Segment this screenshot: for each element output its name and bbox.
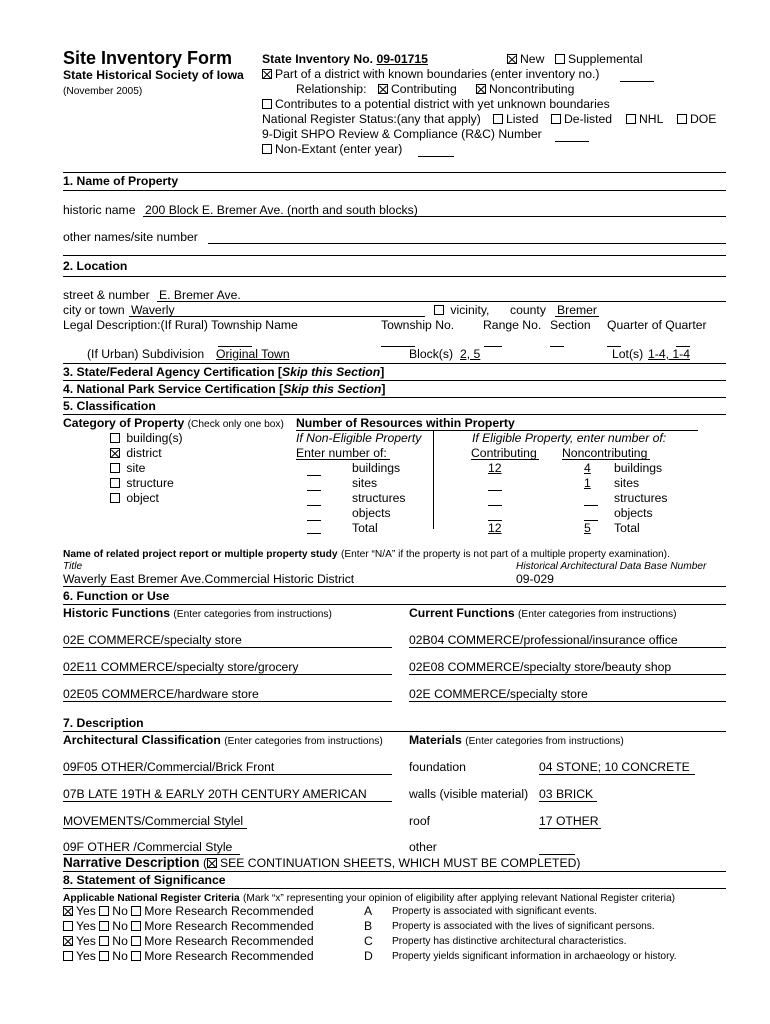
more-research-label: More Research Recommended — [144, 934, 314, 948]
field-line — [539, 828, 601, 829]
field-line — [539, 774, 695, 775]
section6-heading: 6. Function or Use — [63, 589, 170, 603]
category-label: Category of Property — [63, 416, 185, 430]
noncontributing-label: Noncontributing — [489, 82, 575, 96]
non-extant-option[interactable] — [262, 142, 402, 157]
subdivision-value[interactable]: Original Town — [216, 347, 290, 361]
criteria-row-b — [63, 919, 314, 934]
materials-instr: (Enter categories from instructions) — [465, 736, 624, 747]
criteria-a-more-checkbox[interactable] — [131, 906, 141, 916]
more-research-label: More Research Recommended — [144, 904, 314, 918]
row-objects: objects — [352, 506, 391, 520]
material-foundation-label: foundation — [409, 760, 466, 774]
criteria-text-c: Property has distinctive architectural characteristics. — [392, 936, 627, 947]
category-structure-label: structure — [126, 476, 174, 490]
other-names-line[interactable] — [208, 243, 726, 244]
divider — [63, 172, 726, 173]
delisted-label: De-listed — [564, 112, 613, 126]
material-roof-value[interactable]: 17 OTHER — [539, 814, 599, 828]
arch-class-instr: (Enter categories from instructions) — [224, 736, 383, 747]
historic-name-label: historic name — [63, 203, 136, 217]
criteria-letter-b: B — [364, 919, 373, 933]
criteria-b-yes-checkbox[interactable] — [63, 921, 73, 931]
noncontributing-total[interactable]: 5 — [584, 521, 591, 535]
noncontributing-sites[interactable]: 1 — [584, 476, 591, 490]
blocks-label: Block(s) — [409, 347, 454, 361]
criteria-d-more-checkbox[interactable] — [131, 951, 141, 961]
arch-class-3[interactable]: MOVEMENTS/Commercial Stylel — [63, 814, 244, 828]
category-object[interactable] — [110, 491, 159, 506]
category-district-label: district — [126, 446, 162, 460]
section4-suffix: ] — [381, 382, 386, 396]
contributing-option[interactable] — [378, 82, 457, 97]
inventory-no-row — [262, 52, 428, 67]
related-title-line — [63, 586, 726, 587]
check-one-note: (Check only one box) — [187, 419, 284, 430]
supplemental-checkbox[interactable] — [555, 54, 565, 64]
yes-label: Yes — [76, 919, 96, 933]
field-line — [63, 701, 392, 702]
district-inventory-blank[interactable] — [620, 81, 654, 82]
city-label: city or town — [63, 303, 125, 317]
section5-heading: 5. Classification — [63, 399, 156, 413]
current-function-2[interactable]: 02E08 COMMERCE/specialty store/beauty shop — [409, 660, 672, 674]
urban-label: (If Urban) Subdivision — [87, 347, 205, 361]
building-checkbox[interactable] — [110, 433, 120, 443]
nhl-checkbox[interactable] — [626, 114, 636, 124]
county-line — [555, 316, 599, 317]
arch-class-1[interactable]: 09F05 OTHER/Commercial/Brick Front — [63, 760, 275, 774]
criteria-a-no-checkbox[interactable] — [99, 906, 109, 916]
divider — [63, 190, 726, 191]
other-names-label: other names/site number — [63, 230, 198, 244]
site-checkbox[interactable] — [110, 463, 120, 473]
yes-label: Yes — [76, 904, 96, 918]
doe-label: DOE — [690, 112, 717, 126]
narrative-note: SEE CONTINUATION SHEETS, WHICH MUST BE COMPLETED) — [220, 856, 581, 870]
row-total: Total — [352, 521, 378, 535]
field-line — [63, 774, 392, 775]
non-extant-checkbox[interactable] — [262, 144, 272, 154]
criteria-d-yes-checkbox[interactable] — [63, 951, 73, 961]
historic-functions-heading — [63, 606, 332, 622]
blocks-value[interactable]: 2, 5 — [460, 347, 481, 361]
section7-heading: 7. Description — [63, 716, 144, 730]
row-buildings-right: buildings — [614, 461, 663, 475]
non-extant-year-blank[interactable] — [418, 156, 454, 157]
no-label: No — [112, 919, 128, 933]
criteria-text-d: Property yields significant information in archaeology or history. — [392, 951, 677, 962]
row-buildings: buildings — [352, 461, 401, 475]
field-line — [409, 674, 726, 675]
arch-class-heading — [63, 733, 383, 749]
lots-value[interactable]: 1-4, 1-4 — [648, 347, 691, 361]
structure-checkbox[interactable] — [110, 478, 120, 488]
new-checkbox[interactable] — [507, 54, 517, 64]
supplemental-option[interactable] — [555, 52, 643, 67]
city-line — [129, 316, 425, 317]
material-other-label: other — [409, 840, 437, 854]
shpo-blank[interactable] — [555, 141, 589, 142]
section-label: Section — [550, 318, 591, 332]
non-eligible-blank[interactable] — [307, 520, 321, 521]
row-total-right: Total — [614, 521, 640, 535]
contributing-col-line — [471, 459, 539, 460]
street-label: street & number — [63, 288, 150, 302]
criteria-row-a — [63, 904, 314, 919]
noncontributing-structures-blank[interactable] — [584, 505, 598, 506]
contributing-buildings[interactable]: 12 — [488, 461, 502, 475]
shpo-label: 9-Digit SHPO Review & Compliance (R&C) Number — [262, 127, 542, 141]
noncontributing-checkbox[interactable] — [476, 84, 486, 94]
eligible-label: If Eligible Property, enter number of: — [472, 431, 667, 445]
township-no-label: Township No. — [381, 318, 455, 332]
enter-number-label: Enter number of: — [296, 446, 387, 460]
non-eligible-blank[interactable] — [307, 505, 321, 506]
criteria-note: (Mark “x” representing your opinion of eligibility after applying relevant National Register criteria) — [243, 893, 676, 904]
category-object-label: object — [126, 491, 159, 505]
potential-district-option[interactable] — [262, 97, 610, 112]
material-roof-label: roof — [409, 814, 431, 828]
field-line — [409, 647, 726, 648]
narrative-row: Narrative Description ( SEE CONTINUATION SHEETS, WHICH MUST BE COMPLETED) — [63, 855, 581, 870]
contributing-checkbox[interactable] — [378, 84, 388, 94]
materials-heading — [409, 733, 624, 749]
arch-class-2[interactable]: 07B LATE 19TH & EARLY 20TH CENTURY AMERICAN — [63, 787, 367, 801]
criteria-c-yes-checkbox[interactable] — [63, 936, 73, 946]
category-heading — [63, 416, 284, 432]
section3-heading — [63, 365, 384, 380]
non-eligible-blank[interactable] — [307, 533, 321, 534]
arch-class-label: Architectural Classification — [63, 733, 221, 747]
hadb-label: Historical Architectural Data Base Number — [516, 561, 707, 572]
criteria-c-more-checkbox[interactable] — [131, 936, 141, 946]
yes-label: Yes — [76, 949, 96, 963]
potential-district-checkbox[interactable] — [262, 99, 272, 109]
new-option[interactable] — [507, 52, 544, 67]
category-site-label: site — [126, 461, 146, 475]
doe-option[interactable] — [677, 112, 716, 127]
field-line — [63, 674, 392, 675]
form-date: (November 2005) — [63, 86, 143, 97]
criteria-text-a: Property is associated with significant events. — [392, 906, 597, 917]
row-sites-right: sites — [614, 476, 640, 490]
object-checkbox[interactable] — [110, 493, 120, 503]
current-functions-heading — [409, 606, 677, 622]
criteria-text-b: Property is associated with the lives of significant persons. — [392, 921, 655, 932]
title-label: Title — [63, 561, 83, 572]
divider — [63, 255, 726, 256]
vicinity-option[interactable] — [434, 303, 489, 318]
inventory-number: 09-01715 — [376, 52, 428, 66]
field-line — [409, 701, 726, 702]
range-no-label: Range No. — [483, 318, 542, 332]
district-checkbox[interactable] — [110, 448, 120, 458]
non-eligible-blank[interactable] — [307, 490, 321, 491]
historic-name-value[interactable]: 200 Block E. Bremer Ave. (north and south blocks) — [145, 203, 418, 217]
part-of-district-checkbox[interactable] — [262, 69, 272, 79]
historic-functions-label: Historic Functions — [63, 606, 170, 620]
divider — [63, 604, 726, 605]
hadb-value[interactable]: 09-029 — [516, 572, 554, 586]
section4-prefix: 4. National Park Service Certification [ — [63, 382, 284, 396]
no-label: No — [112, 904, 128, 918]
section3-prefix: 3. State/Federal Agency Certification [ — [63, 365, 282, 379]
non-eligible-blank[interactable] — [307, 475, 321, 476]
county-value[interactable]: Bremer — [557, 303, 597, 317]
divider — [63, 414, 726, 415]
category-building[interactable] — [110, 431, 183, 446]
relationship-label: Relationship: — [296, 82, 367, 96]
related-title-value[interactable]: Waverly East Bremer Ave.Commercial Historic District — [63, 572, 355, 586]
section1-heading: 1. Name of Property — [63, 174, 179, 188]
street-line — [157, 301, 726, 302]
listed-option[interactable] — [493, 112, 539, 127]
category-structure[interactable] — [110, 476, 174, 491]
criteria-letter-a: A — [364, 904, 373, 918]
category-building-label: building(s) — [126, 431, 183, 445]
related-project-note: (Enter “N/A” if the property is not part of a multiple property examination). — [340, 549, 670, 560]
org-name: State Historical Society of Iowa — [63, 68, 244, 82]
contributing-sites-blank[interactable] — [488, 490, 502, 491]
row-sites: sites — [352, 476, 378, 490]
materials-label: Materials — [409, 733, 462, 747]
delisted-option[interactable] — [551, 112, 612, 127]
criteria-row-c — [63, 934, 314, 949]
arch-class-4[interactable]: 09F OTHER /Commercial Style — [63, 840, 233, 854]
range-no-blank[interactable] — [484, 346, 502, 347]
criteria-row-d — [63, 949, 314, 964]
contributing-total[interactable]: 12 — [488, 521, 502, 535]
contributing-label: Contributing — [391, 82, 457, 96]
criteria-letter-d: D — [364, 949, 373, 963]
section8-heading: 8. Statement of Significance — [63, 873, 226, 887]
historic-functions-instr: (Enter categories from instructions) — [173, 609, 332, 620]
current-functions-instr: (Enter categories from instructions) — [518, 609, 677, 620]
county-label: county — [510, 303, 546, 317]
legal-description-label: Legal Description:(If Rural) Township Name — [63, 318, 298, 332]
field-line — [539, 801, 597, 802]
historic-function-3[interactable]: 02E05 COMMERCE/hardware store — [63, 687, 259, 701]
noncontributing-buildings[interactable]: 4 — [584, 461, 591, 475]
contributing-col-label: Contributing — [471, 446, 537, 460]
part-of-district-label: Part of a district with known boundaries (enter inventory no.) — [275, 67, 600, 81]
section3-suffix: ] — [380, 365, 385, 379]
delisted-checkbox[interactable] — [551, 114, 561, 124]
criteria-b-more-checkbox[interactable] — [131, 921, 141, 931]
nhl-option[interactable] — [626, 112, 663, 127]
quarter-label: Quarter of Quarter — [607, 318, 707, 332]
current-functions-label: Current Functions — [409, 606, 515, 620]
criteria-c-no-checkbox[interactable] — [99, 936, 109, 946]
enter-number-line — [296, 459, 390, 460]
section4-skip: Skip this Section — [283, 382, 382, 396]
category-site[interactable] — [110, 461, 145, 476]
noncontributing-col-line — [562, 459, 650, 460]
nr-status-label: National Register Status:(any that apply) — [262, 112, 481, 126]
narrative-checkbox[interactable] — [207, 858, 217, 868]
lots-label: Lot(s) — [612, 347, 644, 361]
divider — [63, 276, 726, 277]
contributing-structures-blank[interactable] — [488, 505, 502, 506]
form-title: Site Inventory Form — [63, 48, 233, 68]
current-function-3[interactable]: 02E COMMERCE/specialty store — [409, 687, 588, 701]
current-function-1[interactable]: 02B04 COMMERCE/professional/insurance office — [409, 633, 678, 647]
criteria-label: Applicable National Register Criteria — [63, 893, 240, 904]
row-structures: structures — [352, 491, 406, 505]
city-value[interactable]: Waverly — [131, 303, 175, 317]
listed-checkbox[interactable] — [493, 114, 503, 124]
non-eligible-label: If Non-Eligible Property — [296, 431, 422, 445]
potential-district-label: Contributes to a potential district with yet unknown boundaries — [275, 97, 610, 111]
divider — [63, 731, 726, 732]
new-label: New — [520, 52, 545, 66]
more-research-label: More Research Recommended — [144, 919, 314, 933]
material-walls-value[interactable]: 03 BRICK — [539, 787, 594, 801]
related-project-label: Name of related project report or multiple property study — [63, 549, 338, 560]
resources-divider — [433, 431, 434, 529]
noncontributing-col-label: Noncontributing — [562, 446, 648, 460]
no-label: No — [112, 934, 128, 948]
divider — [63, 871, 726, 872]
divider — [63, 380, 726, 381]
doe-checkbox[interactable] — [677, 114, 687, 124]
criteria-a-yes-checkbox[interactable] — [63, 906, 73, 916]
yes-label: Yes — [76, 934, 96, 948]
supplemental-label: Supplemental — [568, 52, 643, 66]
divider — [63, 363, 726, 364]
section2-heading: 2. Location — [63, 259, 128, 273]
section3-skip: Skip this Section — [281, 365, 381, 379]
divider — [63, 397, 726, 398]
divider — [63, 888, 726, 889]
material-foundation-value[interactable]: 04 STONE; 10 CONCRETE — [539, 760, 690, 774]
listed-label: Listed — [506, 112, 539, 126]
noncontributing-option[interactable] — [476, 82, 574, 97]
criteria-b-no-checkbox[interactable] — [99, 921, 109, 931]
criteria-d-no-checkbox[interactable] — [99, 951, 109, 961]
resources-heading: Number of Resources within Property — [296, 416, 515, 430]
row-structures-right: structures — [614, 491, 668, 505]
category-district[interactable] — [110, 446, 162, 461]
vicinity-label: vicinity, — [450, 303, 490, 317]
non-extant-label: Non-Extant (enter year) — [275, 142, 403, 156]
material-walls-label: walls (visible material) — [409, 787, 529, 801]
section4-heading — [63, 382, 385, 397]
historic-function-1[interactable]: 02E COMMERCE/specialty store — [63, 633, 242, 647]
vicinity-checkbox[interactable] — [434, 305, 444, 315]
field-line — [63, 647, 392, 648]
part-of-district-option[interactable] — [262, 67, 599, 82]
no-label: No — [112, 949, 128, 963]
row-objects-right: objects — [614, 506, 653, 520]
street-value[interactable]: E. Bremer Ave. — [159, 288, 241, 302]
nhl-label: NHL — [639, 112, 664, 126]
narrative-label: Narrative Description — [63, 855, 200, 870]
field-line — [63, 801, 392, 802]
inventory-label: State Inventory No. — [262, 52, 374, 66]
more-research-label: More Research Recommended — [144, 949, 314, 963]
criteria-letter-c: C — [364, 934, 373, 948]
section-blank[interactable] — [550, 346, 564, 347]
historic-function-2[interactable]: 02E11 COMMERCE/specialty store/grocery — [63, 660, 299, 674]
historic-name-line — [143, 216, 726, 217]
field-line — [63, 828, 247, 829]
